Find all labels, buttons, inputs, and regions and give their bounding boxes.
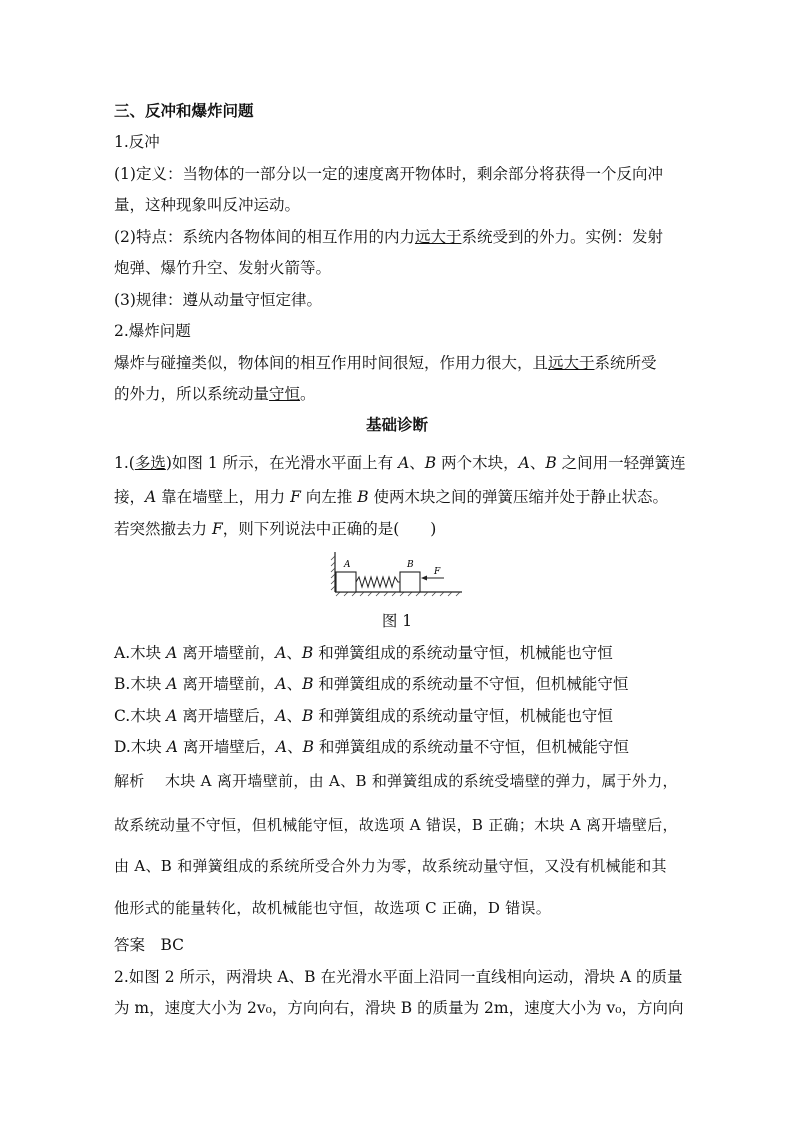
diagnosis-title: 基础诊断 [365,415,428,434]
underline-far-greater: 远大于 [414,228,462,246]
figure1-caption: 图 1 [381,612,413,630]
analysis-line2: 故系统动量不守恒，但机械能守恒，故选项 A 错误，B 正确；木块 A 离开墙壁后， [114,816,678,834]
answer-line: 答案 BC [114,936,185,954]
question1-line3: 若突然撤去力 F，则下列说法中正确的是( ) [114,520,437,538]
question1-line1: 1.(多选)如图 1 所示，在光滑水平面上有 A、B 两个木块，A、B 之间用一轻弹簧连 [114,454,686,472]
spring [356,577,400,587]
force-label: F [434,567,441,577]
block-a [336,572,356,592]
explosion-line2: 的外力，所以系统动量守恒。 [114,385,316,403]
option-b: B.木块 A 离开墙壁前，A、B 和弹簧组成的系统动量不守恒，但机械能守恒 [114,675,629,693]
block-b-label: B [407,560,414,570]
recoil-title: 1.反冲 [114,133,160,151]
force-arrow-head [421,576,427,581]
recoil-definition-line1: (1)定义：当物体的一部分以一定的速度离开物体时，剩余部分将获得一个反向冲 [114,165,663,183]
wall-hatch [331,556,335,590]
question1-line2: 接，A 靠在墙壁上，用力 F 向左推 B 使两木块之间的弹簧压缩并处于静止状态。 [114,488,669,506]
recoil-rule: (3)规律：遵从动量守恒定律。 [114,291,322,309]
option-c: C.木块 A 离开墙壁后，A、B 和弹簧组成的系统动量守恒，机械能也守恒 [114,707,613,725]
spring-blocks-figure [330,548,465,598]
section-heading: 三、反冲和爆炸问题 [114,101,254,120]
recoil-feature-line1: (2)特点：系统内各物体间的相互作用的内力远大于系统受到的外力。实例：发射 [114,228,663,246]
recoil-definition-line2: 量，这种现象叫反冲运动。 [114,196,301,214]
recoil-feature-line2: 炮弹、爆竹升空、发射火箭等。 [114,259,332,277]
analysis-line4: 他形式的能量转化，故机械能也守恒，故选项 C 正确，D 错误。 [114,899,552,917]
question2-line1: 2.如图 2 所示，两滑块 A、B 在光滑水平面上沿同一直线相向运动，滑块 A 的质量 [114,968,683,986]
explosion-title: 2.爆炸问题 [114,322,191,340]
explosion-line1: 爆炸与碰撞类似，物体间的相互作用时间很短，作用力很大，且远大于系统所受 [114,354,657,372]
analysis-line3: 由 A、B 和弹簧组成的系统所受合外力为零，故系统动量守恒，又没有机械能和其 [114,857,667,875]
question2-line2: 为 m，速度大小为 2v₀，方向向右，滑块 B 的质量为 2m，速度大小为 v₀，方向向 [114,999,684,1017]
option-a: A.木块 A 离开墙壁前，A、B 和弹簧组成的系统动量守恒，机械能也守恒 [114,644,613,662]
block-b [400,572,420,592]
option-d: D.木块 A 离开墙壁后，A、B 和弹簧组成的系统动量不守恒，但机械能守恒 [114,738,629,756]
block-a-label: A [344,560,351,570]
analysis-line1: 解析 木块 A 离开墙壁前，由 A、B 和弹簧组成的系统受墙壁的弹力，属于外力， [114,772,678,790]
